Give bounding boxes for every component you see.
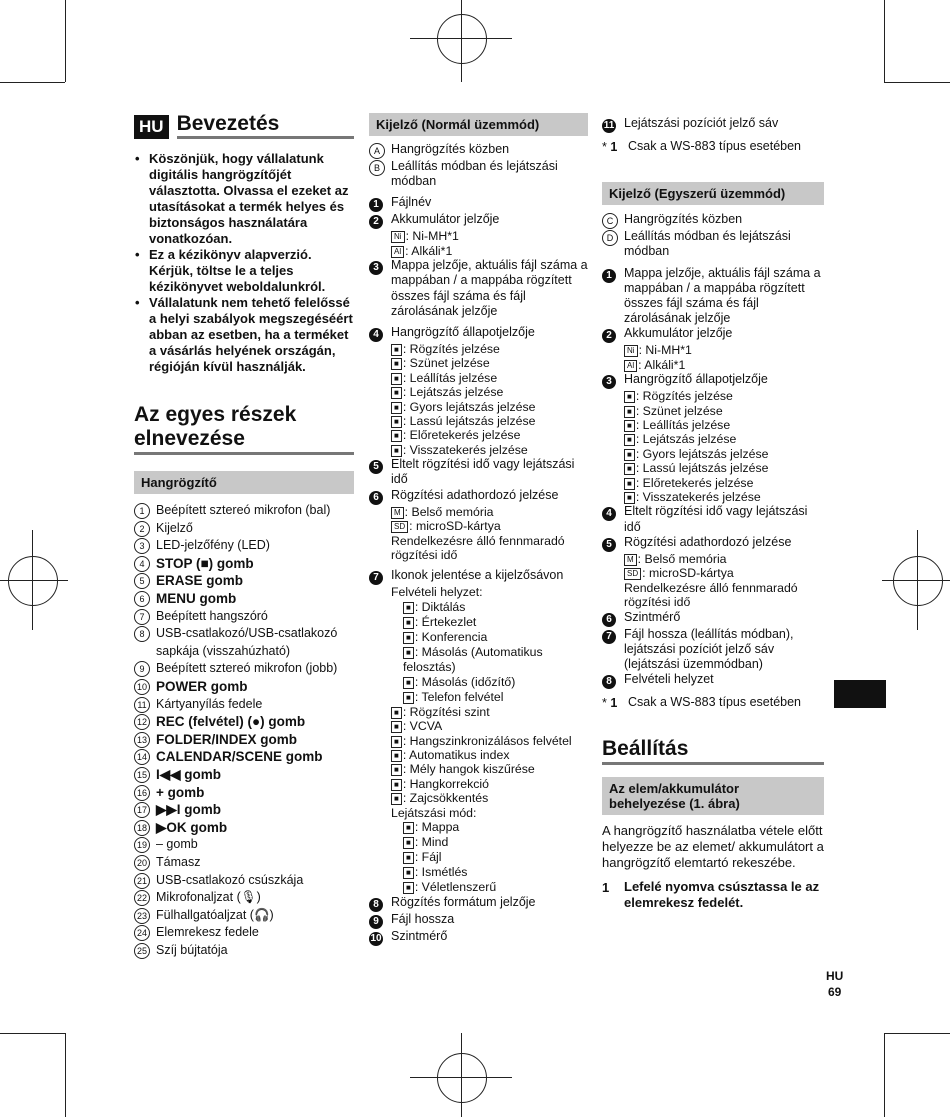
item-7: Ikonok jelentése a kijelzősávon (391, 568, 564, 583)
list-item (134, 696, 354, 714)
crop-mark (0, 1033, 65, 1034)
display-icon: ■ (391, 721, 402, 733)
status-icon: ■ (391, 344, 402, 356)
list-item (134, 766, 354, 784)
number-marker: 17 (134, 802, 150, 818)
list-item (369, 342, 588, 356)
list-item (134, 537, 354, 555)
part-name: CALENDAR/SCENE gomb (156, 749, 323, 765)
list-item: • Ez a kézikönyv alapverzió. Kérjük, töltse le a teljes kézikönyvet weboldalunkról. (134, 247, 354, 295)
list-item (134, 801, 354, 819)
list-item (369, 630, 588, 645)
list-item (134, 608, 354, 626)
number-marker: 21 (134, 873, 150, 889)
text: : Hangkorrekció (402, 776, 489, 791)
language-badge: HU (134, 115, 169, 139)
column-3: 11 Lejátszási pozíciót jelző sáv * 1 Csak a WS-883 típus esetében Kijelző (Egyszerű üzemmód) C Hangrögzítés közben D Leállítás módban és lejátszási módban 1 Mappa jelzője, aktuális fájl száma a mappában / a mappába rögzített összes fájl száma és fájl zárolásának jelzője 2 Akkumulátor jelzője Ni : Ni-MH*1 Al : Alkáli*1 3 Hangrögzítő állapotjelzője ■ : Rögzítés jelzése ■ : Szünet jelzése ■ : Leállítás jelzése ■ : Lejátszás jelzése ■ : Gyors lejátszás jelzése ■ : Lassú lejátszás jelzése ■ : Előretekerés jelzése ■ : Visszatekerés jelzése 4 Eltelt rögzítési idő vagy lejátszási idő 5 Rögzítési adathordozó jelzése M : Belső memória SD : microSD-kártya Rendelkezésre álló fennmaradó rögzítési idő 6 Szintmérő 7 Fájl hossza (leállítás módban), lejátszási pozíciót jelző sáv (lejátszási üzemmódban) 8 Felvételi helyzet * 1 Csak a WS-883 típus esetében Beállítás Az elem/akkumulátor behelyezése (1. ábra) A hangrögzítő használatba vétele előtt helyezze be az elemet/ akkumulátort a hangrögzítő elemtartó rekeszébe. 1 Lefelé nyomva csúsztassa le az elemrekesz fedelét. (602, 116, 824, 911)
section-bar: Kijelző (Normál üzemmód) (369, 113, 588, 136)
list-item (369, 748, 588, 762)
number-marker: 18 (134, 820, 150, 836)
text: : Fájl (414, 849, 442, 864)
text: : Rögzítési szint (402, 704, 490, 719)
item-8: Rögzítés formátum jelzője (391, 894, 536, 909)
number-marker: 2 (134, 521, 150, 537)
item-7: Fájl hossza (leállítás módban), lejátszási pozíciót jelző sáv (lejátszási üzemmódban) (624, 626, 794, 671)
item-6: Szintmérő (624, 609, 681, 624)
text: : Ni-MH*1 (638, 343, 692, 358)
registration-mark (437, 14, 487, 64)
list-item (369, 835, 588, 850)
list-item (369, 385, 588, 399)
crop-mark (0, 580, 68, 581)
part-name: MENU gomb (156, 591, 237, 607)
list-item (134, 872, 354, 890)
status-icon: ■ (624, 391, 635, 403)
text: : Leállítás jelzése (635, 418, 731, 433)
part-name: Beépített hangszóró (156, 608, 268, 623)
list-item: • Köszönjük, hogy vállalatunk digitális hangrögzítőjét választotta. Olvassa el ezeket az utasításokat a termék helyes és biztonságos használatára vonatkozóan. (134, 151, 354, 247)
registration-mark (893, 556, 943, 606)
nimh-icon: Ni (624, 345, 638, 357)
crop-mark (884, 0, 885, 82)
list-item (134, 678, 354, 696)
section-tab (834, 680, 886, 708)
page-number: 69 (827, 985, 842, 999)
display-icon: ■ (391, 750, 402, 762)
list-item (369, 820, 588, 835)
list-item (602, 461, 824, 475)
text: Lejátszási mód: (391, 805, 477, 820)
number-marker: 14 (134, 749, 150, 765)
list-item (602, 432, 824, 446)
crop-mark (65, 0, 66, 82)
play-mode-icon: ■ (403, 852, 414, 864)
number-marker: 7 (134, 609, 150, 625)
label-c: Hangrögzítés közben (624, 212, 743, 227)
item-6: Rögzítési adathordozó jelzése (391, 487, 559, 502)
list-item (134, 590, 354, 608)
registration-mark (8, 556, 58, 606)
status-icon: ■ (624, 478, 635, 490)
item-10: Szintmérő (391, 928, 448, 943)
list-item (369, 600, 588, 615)
list-item (602, 490, 824, 504)
part-name: FOLDER/INDEX gomb (156, 731, 297, 747)
item-9: Fájl hossza (391, 911, 455, 926)
text: : Telefon felvétel (414, 689, 504, 704)
page-title: Bevezetés (177, 112, 354, 139)
number-marker: 12 (134, 714, 150, 730)
text: : Lejátszás jelzése (402, 385, 504, 400)
list-item (134, 854, 354, 872)
crop-mark (461, 0, 462, 82)
number-marker: 10 (134, 679, 150, 695)
section-title: Az egyes részek elnevezése (134, 403, 354, 455)
list-item (369, 645, 588, 675)
list-item (134, 625, 354, 660)
text: : Gyors lejátszás jelzése (635, 446, 769, 461)
crop-mark (461, 1033, 462, 1117)
number-marker: 22 (134, 890, 150, 906)
section-title: Beállítás (602, 737, 824, 765)
status-icon: ■ (624, 420, 635, 432)
list-item (369, 443, 588, 457)
text: : Gyors lejátszás jelzése (402, 399, 536, 414)
number-marker: 3 (134, 538, 150, 554)
text: : Véletlenszerű (414, 879, 497, 894)
status-icon: ■ (624, 434, 635, 446)
page-footer (826, 968, 843, 1000)
list-item (134, 713, 354, 731)
number-marker: 15 (134, 767, 150, 783)
label-d: Leállítás módban és lejátszási módban (624, 229, 791, 259)
part-name: Beépített sztereó mikrofon (bal) (156, 503, 331, 518)
text: : Lassú lejátszás jelzése (635, 461, 769, 476)
list-item (369, 777, 588, 791)
crop-mark (0, 82, 65, 83)
part-name: + gomb (156, 784, 205, 800)
text: : Szünet jelzése (635, 403, 723, 418)
play-mode-icon: ■ (403, 822, 414, 834)
status-icon: ■ (391, 430, 402, 442)
list-item (134, 748, 354, 766)
text: : Ni-MH*1 (405, 229, 459, 244)
status-icon: ■ (391, 416, 402, 428)
list-item (602, 404, 824, 418)
part-name: ▶▶I gomb (156, 802, 222, 818)
part-name: Kijelző (156, 520, 193, 535)
display-icon: ■ (391, 736, 402, 748)
list-item (134, 555, 354, 573)
section-bar: Kijelző (Egyszerű üzemmód) (602, 182, 824, 205)
list-item (134, 924, 354, 942)
part-name: POWER gomb (156, 679, 248, 695)
text: : Alkáli*1 (405, 243, 453, 258)
text: : Előretekerés jelzése (402, 428, 521, 443)
part-name: LED-jelzőfény (LED) (156, 538, 270, 553)
text: Rendelkezésre álló fennmaradó rögzítési idő (624, 580, 798, 610)
part-name: Kártyanyílás fedele (156, 696, 263, 711)
list-item (134, 819, 354, 837)
part-name: Szíj bújtatója (156, 942, 228, 957)
crop-mark (917, 530, 918, 630)
item-1: Mappa jelzője, aktuális fájl száma a mappában / a mappába rögzített összes fájl száma és fájl zárolásának jelzője (624, 265, 821, 326)
text: : Visszatekerés jelzése (402, 442, 528, 457)
scene-icon: ■ (403, 677, 414, 689)
number-marker: 5 (134, 573, 150, 589)
list-item (369, 414, 588, 428)
text: : Másolás (időzítő) (414, 674, 516, 689)
list-item (134, 660, 354, 678)
list-item (369, 675, 588, 690)
sd-icon: SD (624, 568, 641, 580)
status-icon: ■ (391, 387, 402, 399)
scene-icon: ■ (403, 692, 414, 704)
list-item (134, 731, 354, 749)
text: Felvételi helyzet: (391, 585, 483, 600)
list-item (369, 690, 588, 705)
text: : Konferencia (414, 629, 488, 644)
list-item (134, 907, 354, 925)
item-4: Eltelt rögzítési idő vagy lejátszási idő (624, 504, 808, 534)
scene-icon: ■ (403, 647, 414, 659)
number-marker: 11 (134, 697, 150, 713)
number-marker: 9 (134, 661, 150, 677)
list-item (602, 418, 824, 432)
sd-icon: SD (391, 521, 408, 533)
display-icon: ■ (391, 764, 402, 776)
text: : Leállítás jelzése (402, 370, 498, 385)
part-name: Elemrekesz fedele (156, 925, 259, 940)
crop-mark (884, 82, 950, 83)
text: : Előretekerés jelzése (635, 475, 754, 490)
part-name: USB-csatlakozó csúszkája (156, 872, 304, 887)
text: : Belső memória (404, 504, 494, 519)
crop-mark (32, 530, 33, 630)
item-2: Akkumulátor jelzője (391, 212, 500, 227)
scene-icon: ■ (403, 632, 414, 644)
part-name: – gomb (156, 837, 198, 852)
nimh-icon: Ni (391, 231, 405, 243)
text: : Rögzítés jelzése (635, 389, 733, 404)
list-item (369, 791, 588, 805)
status-icon: ■ (391, 358, 402, 370)
memory-icon: M (391, 507, 404, 519)
list-item (134, 502, 354, 520)
status-icon: ■ (391, 373, 402, 385)
label-a: Hangrögzítés közben (391, 142, 510, 156)
part-name: Beépített sztereó mikrofon (jobb) (156, 661, 338, 676)
list-item (134, 784, 354, 802)
text: : Hangszinkronizálásos felvétel (402, 733, 572, 748)
part-name: Támasz (156, 854, 201, 869)
number-marker: 19 (134, 837, 150, 853)
text: : Zajcsökkentés (402, 791, 489, 806)
part-name: Mikrofonaljzat (🎙) (156, 890, 261, 905)
item-5: Eltelt rögzítési idő vagy lejátszási idő (391, 457, 575, 487)
status-icon: ■ (624, 463, 635, 475)
play-mode-icon: ■ (403, 882, 414, 894)
number-marker: 6 (134, 591, 150, 607)
number-marker: 20 (134, 855, 150, 871)
crop-mark (884, 1033, 885, 1117)
text: : microSD-kártya (642, 566, 734, 581)
list-item (602, 447, 824, 461)
list-item (369, 371, 588, 385)
number-marker: 24 (134, 925, 150, 941)
note: Csak a WS-883 típus esetében (628, 695, 802, 710)
list-item (134, 889, 354, 907)
list-item (369, 734, 588, 748)
list-item (134, 942, 354, 960)
list-item: • Vállalatunk nem tehető felelőssé a helyi szabályok megszegéséért abban az esetben, ha a terméket a vásárlás helyének országán, régióján kívül használják. (134, 295, 354, 375)
paragraph: A hangrögzítő használatba vétele előtt helyezze be az elemet/ akkumulátort a hangrögzítő elemtartó rekeszébe. (602, 823, 824, 871)
list-item (369, 719, 588, 733)
text: : Lassú lejátszás jelzése (402, 414, 536, 429)
section-bar: Az elem/akkumulátor behelyezése (1. ábra) (602, 777, 824, 815)
item-11: Lejátszási pozíciót jelző sáv (624, 116, 779, 130)
number-marker: 4 (134, 556, 150, 572)
number-marker: 23 (134, 908, 150, 924)
text: : Szünet jelzése (402, 356, 490, 371)
list-item (369, 762, 588, 776)
list-item (602, 476, 824, 490)
column-1 (134, 112, 354, 960)
text: : Belső memória (637, 551, 727, 566)
label-b: Leállítás módban és lejátszási módban (391, 159, 558, 189)
list-item (369, 865, 588, 880)
text: : Másolás (Automatikus felosztás) (403, 644, 543, 674)
text: Rendelkezésre álló fennmaradó rögzítési idő (391, 533, 565, 562)
crop-mark (410, 38, 512, 39)
play-mode-icon: ■ (403, 837, 414, 849)
list-item (134, 520, 354, 538)
list-item (369, 400, 588, 414)
text: : Mappa (414, 819, 460, 834)
list-item (134, 836, 354, 854)
number-marker: 1 (134, 503, 150, 519)
part-name: REC (felvétel) (●) gomb (156, 714, 306, 730)
part-name: USB-csatlakozó/USB-csatlakozó sapkája (visszahúzható) (156, 626, 338, 658)
text: : Értekezlet (414, 614, 477, 629)
alkaline-icon: Al (391, 246, 404, 258)
list-item (134, 572, 354, 590)
registration-mark (437, 1053, 487, 1103)
item-8: Felvételi helyzet (624, 672, 714, 687)
display-icon: ■ (391, 779, 402, 791)
number-marker: 16 (134, 785, 150, 801)
list-item (369, 705, 588, 719)
column-2: Kijelző (Normál üzemmód) A Hangrögzítés közben B Leállítás módban és lejátszási módban 1 Fájlnév 2 Akkumulátor jelzője Ni : Ni-MH*1 Al : Alkáli*1 3 Mappa jelzője, aktuális fájl száma a mappában / a mappába rögzített összes fájl száma és fájl zárolásának jelzője 4 Hangrögzítő állapotjelzője ■ : Rögzítés jelzése ■ : Szünet jelzése ■ : Leállítás jelzése ■ : Lejátszás jelzése ■ : Gyors lejátszás jelzése ■ : Lassú lejátszás jelzése ■ : Előretekerés jelzése ■ : Visszatekerés jelzése 5 Eltelt rögzítési idő vagy lejátszási idő 6 Rögzítési adathordozó jelzése M : Belső memória SD : microSD-kártya Rendelkezésre álló fennmaradó rögzítési idő 7 Ikonok jelentése a kijelzősávon Felvételi helyzet: ■ : Diktálás ■ : Értekezlet ■ : Konferencia ■ : Másolás (Automatikus felosztás) ■ : Másolás (időzítő) ■ : Telefon felvétel ■ : Rögzítési szint ■ : VCVA ■ : Hangszinkronizálásos felvétel ■ : Automatikus index ■ : Mély hangok kiszűrése ■ : Hangkorrekció ■ : Zajcsökkentés Lejátszási mód: ■ : Mappa ■ : Mind ■ : Fájl ■ : Ismétlés ■ : Véletlenszerű 8 Rögzítés formátum jelzője 9 Fájl hossza 10 Szintmérő (369, 113, 588, 946)
text: : microSD-kártya (409, 519, 501, 534)
status-icon: ■ (391, 402, 402, 414)
number-marker: 25 (134, 943, 150, 959)
list-item (369, 356, 588, 370)
part-name: ERASE gomb (156, 573, 244, 589)
number-marker: 13 (134, 732, 150, 748)
crop-mark (410, 1077, 512, 1078)
status-icon: ■ (391, 445, 402, 457)
list-item (369, 428, 588, 442)
title-row (134, 112, 354, 139)
text: : Automatikus index (402, 747, 510, 762)
part-name: STOP (■) gomb (156, 555, 254, 571)
display-icon: ■ (391, 707, 402, 719)
list-item (369, 615, 588, 630)
status-icon: ■ (624, 492, 635, 504)
text: : Mély hangok kiszűrése (402, 762, 535, 777)
memory-icon: M (624, 554, 637, 566)
text: : Visszatekerés jelzése (635, 490, 761, 505)
crop-mark (65, 1033, 66, 1117)
item-3: Mappa jelzője, aktuális fájl száma a mappában / a mappába rögzített összes fájl száma és fájl zárolásának jelzője (391, 258, 588, 318)
crop-mark (882, 580, 950, 581)
text: : Ismétlés (414, 864, 468, 879)
item-5: Rögzítési adathordozó jelzése (624, 534, 792, 549)
list-item (369, 880, 588, 895)
list-item (602, 389, 824, 403)
parts-list (134, 502, 354, 959)
item-4: Hangrögzítő állapotjelzője (391, 325, 535, 340)
step-1: Lefelé nyomva csúsztassa le az elemrekesz fedelét. (624, 879, 820, 911)
list-item (369, 850, 588, 865)
section-bar: Hangrögzítő (134, 471, 354, 494)
footer-lang: HU (826, 969, 844, 983)
part-name: Fülhallgatóaljzat (🎧) (156, 907, 274, 922)
play-mode-icon: ■ (403, 867, 414, 879)
item-2: Akkumulátor jelzője (624, 326, 733, 341)
display-icon: ■ (391, 793, 402, 805)
part-name: ▶OK gomb (156, 819, 228, 835)
number-marker: 8 (134, 626, 150, 642)
text: : Alkáli*1 (638, 357, 686, 372)
scene-icon: ■ (403, 617, 414, 629)
item-1: Fájlnév (391, 195, 432, 210)
text: : Diktálás (414, 599, 466, 614)
part-name: I◀◀ gomb (156, 767, 222, 782)
intro-list (134, 151, 354, 375)
note: Csak a WS-883 típus esetében (628, 139, 802, 153)
status-icon: ■ (624, 406, 635, 418)
text: : Lejátszás jelzése (635, 432, 737, 447)
text: : VCVA (402, 719, 443, 734)
scene-icon: ■ (403, 602, 414, 614)
item-3: Hangrögzítő állapotjelzője (624, 372, 768, 387)
crop-mark (884, 1033, 950, 1034)
text: : Rögzítés jelzése (402, 342, 500, 357)
status-icon: ■ (624, 449, 635, 461)
alkaline-icon: Al (624, 360, 637, 372)
text: : Mind (414, 834, 449, 849)
